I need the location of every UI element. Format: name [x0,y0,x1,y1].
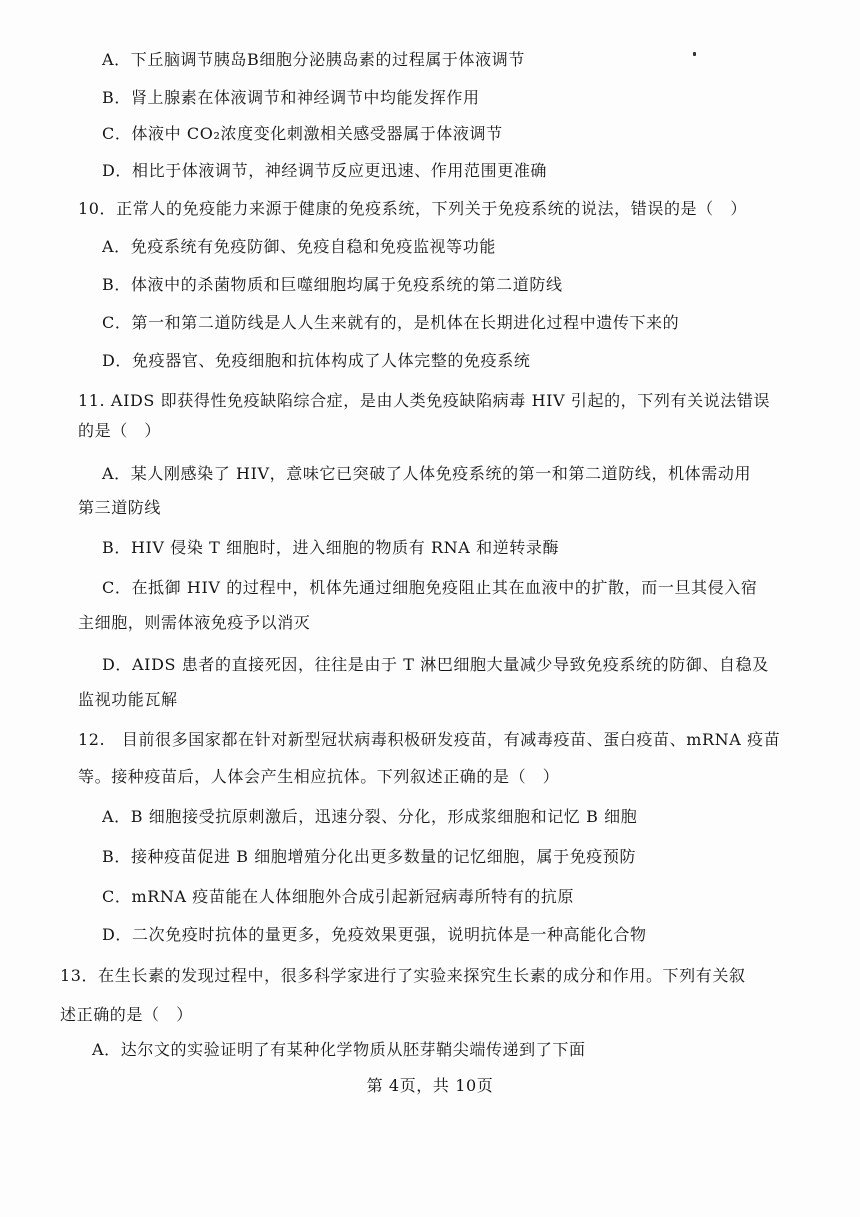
q12-option-a: A．B 细胞接受抗原刺激后，迅速分裂、分化，形成浆细胞和记忆 B 细胞 [102,807,638,826]
q9-option-d: D．相比于体液调节，神经调节反应更迅速、作用范围更准确 [102,161,548,180]
q12-option-c: C．mRNA 疫苗能在人体细胞外合成引起新冠病毒所特有的抗原 [102,887,575,906]
q10-option-d: D．免疫器官、免疫细胞和抗体构成了人体完整的免疫系统 [102,351,531,370]
q13-option-a: A．达尔文的实验证明了有某种化学物质从胚芽鞘尖端传递到了下面 [92,1040,586,1059]
q13-stem-line2: 述正确的是（ ） [60,1005,193,1024]
q12-stem-line1: 12. 目前很多国家都在针对新型冠状病毒积极研发疫苗，有减毒疫苗、蛋白疫苗、mRNA 疫苗 [78,730,781,749]
q12-stem-line2: 等。接种疫苗后，人体会产生相应抗体。下列叙述正确的是（ ） [78,767,560,786]
q9-option-b: B．肾上腺素在体液调节和神经调节中均能发挥作用 [102,88,480,107]
q10-option-a: A．免疫系统有免疫防御、免疫自稳和免疫监视等功能 [102,237,496,256]
page-number: 第 4页，共 10页 [366,1076,494,1095]
q9-option-c: C．体液中 CO₂浓度变化刺激相关感受器属于体液调节 [102,124,503,143]
q11-stem-line2: 的是（ ） [78,421,162,440]
q11-option-b: B．HIV 侵染 T 细胞时，进入细胞的物质有 RNA 和逆转录酶 [102,538,560,557]
q11-option-c-line1: C．在抵御 HIV 的过程中，机体先通过细胞免疫阻止其在血液中的扩散，而一旦其侵入宿 [102,578,758,597]
q11-option-a-line1: A．某人刚感染了 HIV，意味它已突破了人体免疫系统的第一和第二道防线，机体需动用 [102,464,752,483]
q13-stem-line1: 13．在生长素的发现过程中，很多科学家进行了实验来探究生长素的成分和作用。下列有关叙 [60,966,746,985]
scan-speck [693,52,696,56]
q11-option-d-line1: D．AIDS 患者的直接死因，往往是由于 T 淋巴细胞大量减少导致免疫系统的防御、自稳及 [102,655,769,674]
q12-option-d: D．二次免疫时抗体的量更多，免疫效果更强，说明抗体是一种高能化合物 [102,925,647,944]
q11-option-c-line2: 主细胞，则需体液免疫予以消灭 [78,613,311,632]
q12-option-b: B．接种疫苗促进 B 细胞增殖分化出更多数量的记忆细胞，属于免疫预防 [102,847,637,866]
q10-option-c: C．第一和第二道防线是人人生来就有的，是机体在长期进化过程中遗传下来的 [102,313,680,332]
q10-option-b: B．体液中的杀菌物质和巨噬细胞均属于免疫系统的第二道防线 [102,275,563,294]
q11-stem-line1: 11. AIDS 即获得性免疫缺陷综合症，是由人类免疫缺陷病毒 HIV 引起的，下列有关说法错误 [78,391,771,410]
q11-option-a-line2: 第三道防线 [78,498,162,517]
q9-option-a: A．下丘脑调节胰岛B细胞分泌胰岛素的过程属于体液调节 [102,50,525,69]
q10-stem: 10．正常人的免疫能力来源于健康的免疫系统，下列关于免疫系统的说法，错误的是（ ） [78,199,747,218]
q11-option-d-line2: 监视功能瓦解 [78,690,178,709]
